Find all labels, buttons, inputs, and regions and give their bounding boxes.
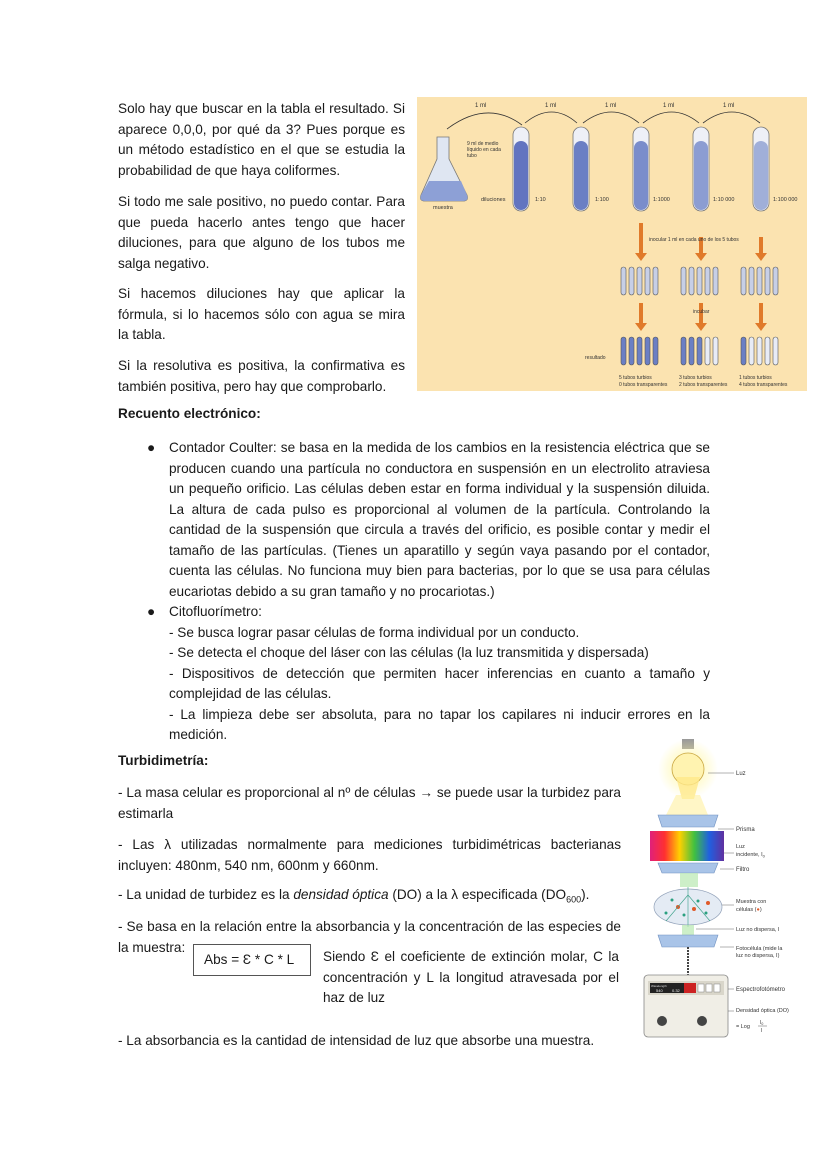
transfer-label-3: 1 ml [605,103,617,109]
result-1-line2: 0 tubos transparentes [619,382,668,388]
dilution-tube-2 [573,127,589,211]
dilution-tube-3 [633,127,649,211]
incubate-label: incubar [693,309,710,315]
svg-text:9 ml de medio: 9 ml de medio [467,141,499,147]
dilution-label-4: 1:10 000 [713,197,735,203]
od-numerator: $I_0$ [760,1020,764,1026]
result-2-line1: 3 tubos turbios [679,375,712,381]
bullet-icon: ● [147,440,156,455]
prism-icon [658,815,718,827]
formula-text: Abs = Ɛ * C * L [204,952,295,967]
turbidimetry-heading: Turbidimetría: [118,753,209,768]
intro-paragraph-4: Si la resolutiva es positiva, la confirmativa es también positiva, pero hay que comprobarlo. [118,358,405,394]
cytometer-title: Citofluorímetro: [169,604,262,619]
photocell-label-1: Fotocélula (mide la [736,946,783,952]
od-formula: = Log [736,1024,750,1030]
filter-label: Filtro [736,867,750,873]
cytometer-line-4: - La limpieza debe ser absoluta, para no tapar los capilares ni inducir errores en la medición. [169,706,710,742]
result-label: resultado [585,355,606,361]
photocell-icon [658,935,718,947]
electronic-list [147,438,710,746]
intro-paragraph-2: Si todo me sale positivo, no puedo contar. Para que pueda hacerlo antes tengo que hacer diluciones, para que alguno de los tubos me salga negativo. [118,194,405,271]
bullet-icon: ● [147,604,156,619]
result-2-line2: 2 tubos transparentes [679,382,728,388]
dilution-figure [417,97,807,391]
incident-label-1: Luz [736,844,745,850]
cytometer-line-2: - Se detecta el choque del láser con las células (la luz transmitida y dispersada) [169,645,649,660]
formula-description: Siendo Ɛ el coeficiente de extinción molar, C la concentración y L la longitud atravesada por el haz de luz [323,949,619,1005]
turbidimetry-paragraph-4: - Se basa en la relación entre la absorbancia y la concentración de las especies de la muestra: [118,919,621,955]
result-3-line2: 4 tubos transparentes [739,382,788,388]
not-dispersed-label: Luz no dispersa, I [736,927,780,933]
result-3-line1: 1 tubos turbios [739,375,772,381]
light-label: Luz [736,771,746,777]
sample-label: muestra [433,205,453,211]
coulter-text: Contador Coulter: se basa en la medida de los cambios en la resistencia eléctrica que se producen cuando una partícula no conductora en suspensión en un electrolito atraviesa un pequeño orificio. Las células deben estar en forma individual y la suspensión diluida. La altura de cada pulso es proporcional al volumen de la partícula. Controlando la cantidad de la suspensión que circula a través del orificio, es posible contar y medir el tamaño de las partículas. (Tienes un aparatillo y según vaya pasando por el contador, cuenta las células. No funciona muy bien para bacterias, por lo que se usa para células eucariotas debido a su gran tamaño y no procariotas.) [169,440,710,599]
spectrophotometer-figure [636,735,816,1040]
sample-label-2: células (●) [736,907,762,913]
filter-icon [658,863,718,873]
turbidimetry-paragraph-1: - La masa celular es proporcional al nº de células → se puede usar la turbidez para estimarla [118,785,621,821]
spectrophotometer-icon [644,975,728,1037]
result-1-line1: 5 tubos turbios [619,375,652,381]
inoculate-label: inocular 1 ml en cada uno de los 5 tubos [649,237,739,243]
prism-label: Prisma [736,827,755,833]
dilution-tube-5 [753,127,769,211]
transfer-label-2: 1 ml [545,103,557,109]
display-wavelength: 540 [656,988,663,993]
transfer-label-1: 1 ml [475,103,487,109]
incident-label: incidente, $I_0$ [736,852,765,859]
dilutions-label: diluciones [481,197,506,203]
transfer-label-4: 1 ml [663,103,675,109]
cytometer-line-1: - Se busca lograr pasar células de forma individual por un conducto. [169,624,580,640]
cytometer-line-3: - Dispositivos de detección que permiten hacer inferencias en cuanto a tamaño y complejidad de las células. [169,665,710,701]
turbidimetry-paragraph-3: - La unidad de turbidez es la densidad óptica (DO) a la λ especificada $(DO_{600})$. [118,887,590,905]
turbidimetry-paragraph-5: - La absorbancia es la cantidad de intensidad de luz que absorbe una muestra. [118,1033,595,1048]
dilution-tube-1 [513,127,529,211]
sample-cuvette-icon [654,887,722,927]
svg-text:tubo: tubo [467,153,477,159]
spectrum-band [650,831,724,861]
list-item-coulter [147,438,710,602]
display-reading: 0.32 [672,988,680,993]
dilution-label-5: 1:100 000 [773,197,798,203]
dilution-label-3: 1:1000 [653,197,670,203]
transfer-label-5: 1 ml [723,103,735,109]
od-denominator: I [761,1028,763,1034]
list-item-cytometer [147,602,710,746]
dilution-tube-4 [693,127,709,211]
light-bulb-icon [658,739,718,799]
formula-box [193,944,311,976]
od-label: Densidad óptica (DO) [736,1008,789,1014]
photocell-label-2: luz no dispersa, I) [736,953,780,959]
dilution-label-1: 1:10 [535,197,546,203]
intro-paragraph-1: Solo hay que buscar en la tabla el resultado. Si aparece 0,0,0, por qué da 3? Pues porque es un método estadístico en el que se estudia la probabilidad de que haya coliformes. [118,101,405,178]
svg-text:líquido en cada: líquido en cada [467,147,501,153]
display-wavelength-label: Wavelength [651,984,667,988]
intro-paragraph-3: Si hacemos diluciones hay que aplicar la fórmula, si lo hacemos sólo con agua se mira la tabla. [118,286,405,342]
dilution-label-2: 1:100 [595,197,609,203]
arrow-icon: → [419,785,433,800]
electronic-heading: Recuento electrónico: [118,406,261,421]
sample-label-1: Muestra con [736,899,767,905]
turbidimetry-paragraph-2: - Las λ utilizadas normalmente para mediciones turbidimétricas bacterianas incluyen: 480nm, 540 nm, 600nm y 660nm. [118,837,621,873]
spectro-label: Espectrofotómetro [736,987,786,993]
